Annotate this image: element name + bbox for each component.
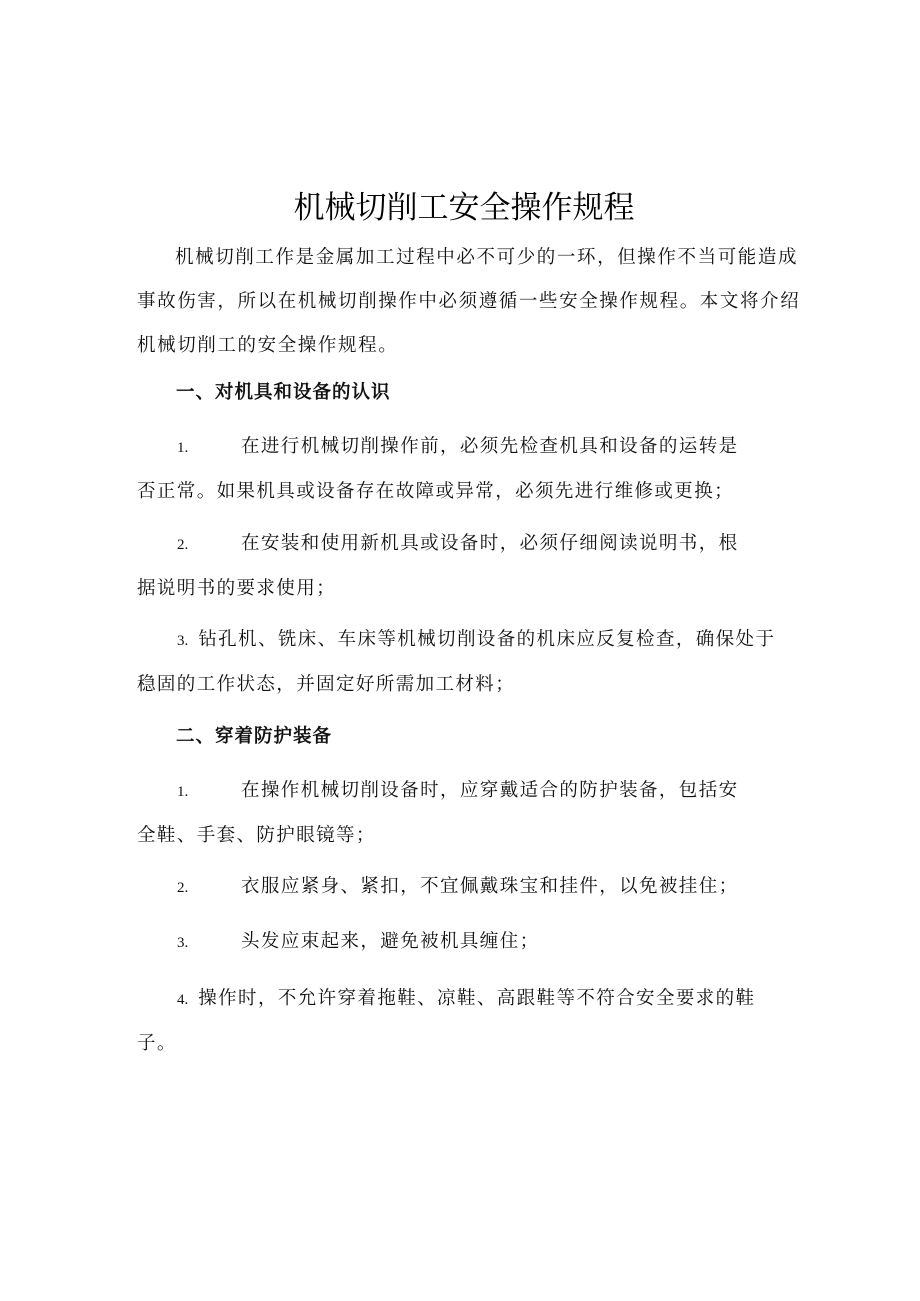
- item-number: 2.: [177, 880, 189, 896]
- list-item: [137, 769, 802, 858]
- item-text-continued: 子。: [137, 1033, 177, 1054]
- item-text-continued: 全鞋、手套、防护眼镜等；: [137, 825, 376, 846]
- section-heading-protective-gear: 二、穿着防护装备: [176, 726, 333, 747]
- list-item: [137, 522, 802, 611]
- list-item: [137, 977, 802, 1066]
- section-heading-equipment: 一、对机具和设备的认识: [176, 382, 391, 403]
- list-item: [137, 618, 802, 707]
- list-item: [137, 425, 802, 514]
- list-item: [137, 865, 802, 910]
- item-text: 在安装和使用新机具或设备时，必须仔细阅读说明书，根: [241, 533, 739, 554]
- item-text-continued: 否正常。如果机具或设备存在故障或异常，必须先进行维修或更换；: [137, 481, 735, 502]
- item-number: 3.: [177, 633, 189, 649]
- item-text: 在进行机械切削操作前，必须先检查机具和设备的运转是: [241, 436, 739, 457]
- item-number: 1.: [177, 440, 189, 456]
- item-number: 3.: [177, 935, 189, 951]
- item-text: 在操作机械切削设备时，应穿戴适合的防护装备，包括安: [241, 780, 739, 801]
- item-number: 4.: [177, 992, 189, 1008]
- item-number: 2.: [177, 537, 189, 553]
- item-number: 1.: [177, 784, 189, 800]
- document-title: 机械切削工安全操作规程: [293, 190, 635, 226]
- item-text-continued: 稳固的工作状态，并固定好所需加工材料；: [137, 674, 516, 695]
- item-text-continued: 据说明书的要求使用；: [137, 578, 337, 599]
- item-text: 头发应束起来，避免被机具缠住；: [241, 931, 540, 952]
- item-text: 操作时，不允许穿着拖鞋、凉鞋、高跟鞋等不符合安全要求的鞋: [198, 988, 756, 1009]
- intro-paragraph: 机械切削工作是金属加工过程中必不可少的一环，但操作不当可能造成事故伤害，所以在机械切削操作中必须遵循一些安全操作规程。本文将介绍机械切削工的安全操作规程。: [137, 247, 801, 356]
- list-item: [137, 920, 802, 965]
- item-text: 衣服应紧身、紧扣，不宜佩戴珠宝和挂件，以免被挂住；: [241, 876, 739, 897]
- item-text: 钻孔机、铣床、车床等机械切削设备的机床应反复检查，确保处于: [198, 629, 776, 650]
